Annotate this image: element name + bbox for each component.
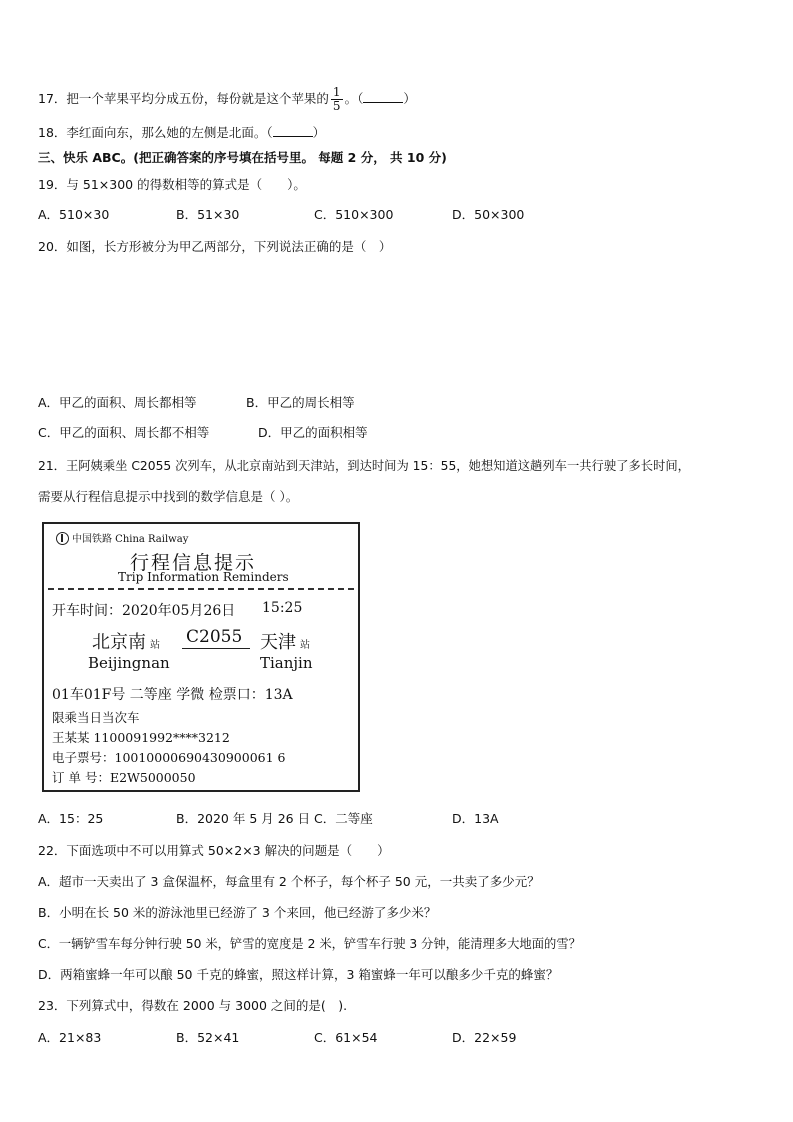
q20-option-c[interactable]: C．甲乙的面积、周长都不相等: [38, 425, 210, 440]
ticket-dashed-divider: [48, 588, 354, 590]
section-3-title: 三、快乐 ABC。(把正确答案的序号填在括号里。 每题 2 分， 共 10 分): [38, 150, 447, 165]
q19-option-d[interactable]: D．50×300: [452, 207, 525, 222]
question-19-stem: 19．与 51×300 的得数相等的算式是（ ）。: [38, 177, 306, 192]
q22-option-b[interactable]: B．小明在长 50 米的游泳池里已经游了 3 个来回，他已经游了多少米？: [38, 905, 437, 920]
q19-option-a[interactable]: A．510×30: [38, 207, 110, 222]
ticket-train-number: C2055: [186, 627, 243, 647]
ticket-to-station-cn: 天津 站: [260, 632, 310, 653]
question-21-stem-line2: 需要从行程信息提示中找到的数学信息是（ ）。: [38, 489, 299, 504]
ticket-depart-date: 开车时间：2020年05月26日: [52, 603, 236, 619]
ticket-passenger: 王某某 1100091992****3212: [52, 730, 230, 745]
ticket-seat-info: 01车01F号 二等座 学微 检票口：13A: [52, 687, 293, 703]
q22-option-c[interactable]: C．一辆铲雪车每分钟行驶 50 米，铲雪的宽度是 2 米，铲雪车行驶 3 分钟，能清理多大地面的雪？: [38, 937, 581, 951]
q17-text: 17．把一个苹果平均分成五份，每份就是这个苹果的: [38, 91, 329, 106]
q21-option-b[interactable]: B．2020 年 5 月 26 日: [176, 811, 311, 826]
ticket-route-line: [182, 648, 250, 649]
q20-option-a[interactable]: A．甲乙的面积、周长都相等: [38, 395, 197, 410]
answer-blank[interactable]: [363, 90, 403, 103]
q21-option-a[interactable]: A．15：25: [38, 811, 104, 826]
q22-option-a[interactable]: A．超市一天卖出了 3 盒保温杯，每盒里有 2 个杯子，每个杯子 50 元，一共卖了多少元？: [38, 874, 540, 889]
ticket-title-cn: 行程信息提示: [130, 552, 257, 574]
question-21-stem-line1: 21．王阿姨乘坐 C2055 次列车，从北京南站到天津站，到达时间为 15：55，她想知道这趟列车一共行驶了多长时间，: [38, 459, 690, 473]
answer-blank[interactable]: [273, 124, 313, 137]
question-17: 17．把一个苹果平均分成五份，每份就是这个苹果的 $\frac{1}{5}$ 。（ ）: [38, 85, 416, 113]
q19-option-b[interactable]: B．51×30: [176, 207, 240, 222]
q23-option-b[interactable]: B．52×41: [176, 1030, 240, 1045]
q21-option-c[interactable]: C．二等座: [314, 811, 373, 826]
ticket-to-station-en: Tianjin: [260, 654, 313, 672]
q23-option-a[interactable]: A．21×83: [38, 1030, 102, 1045]
q23-option-c[interactable]: C．61×54: [314, 1030, 378, 1045]
ticket-eticket-number: 电子票号：10010000690430900061 6: [52, 750, 286, 765]
question-23-stem: 23．下列算式中，得数在 2000 与 3000 之间的是( ).: [38, 998, 348, 1013]
question-22-stem: 22．下面选项中不可以用算式 50×2×3 解决的问题是（ ）: [38, 843, 390, 858]
question-18: 18．李红面向东，那么她的左侧是北面。（ ）: [38, 125, 326, 140]
ticket-depart-time: 15:25: [262, 600, 303, 616]
ticket-order-number: 订 单 号：E2W5000050: [52, 770, 196, 785]
ticket-limit-note: 限乘当日当次车: [52, 710, 140, 725]
trip-information-ticket: [42, 522, 360, 792]
q19-option-c[interactable]: C．510×300: [314, 207, 394, 222]
ticket-from-station-cn: 北京南 站: [92, 632, 160, 653]
ticket-from-station-en: Beijingnan: [88, 654, 170, 672]
q22-option-d[interactable]: D．两箱蜜蜂一年可以酿 50 千克的蜂蜜，照这样计算，3 箱蜜蜂一年可以酿多少千克的蜂蜜？: [38, 967, 559, 982]
question-20-stem: 20．如图，长方形被分为甲乙两部分，下列说法正确的是（ ）: [38, 239, 392, 254]
q20-option-b[interactable]: B．甲乙的周长相等: [246, 395, 355, 410]
q21-option-d[interactable]: D．13A: [452, 811, 499, 826]
ticket-title-en: Trip Information Reminders: [118, 570, 289, 584]
fraction-one-fifth: $\frac{1}{5}$: [332, 85, 341, 113]
q20-option-d[interactable]: D．甲乙的面积相等: [258, 425, 368, 440]
china-railway-logo-icon: [56, 532, 69, 545]
q23-option-d[interactable]: D．22×59: [452, 1030, 517, 1045]
ticket-logo-text: 中国铁路 China Railway: [72, 534, 189, 545]
